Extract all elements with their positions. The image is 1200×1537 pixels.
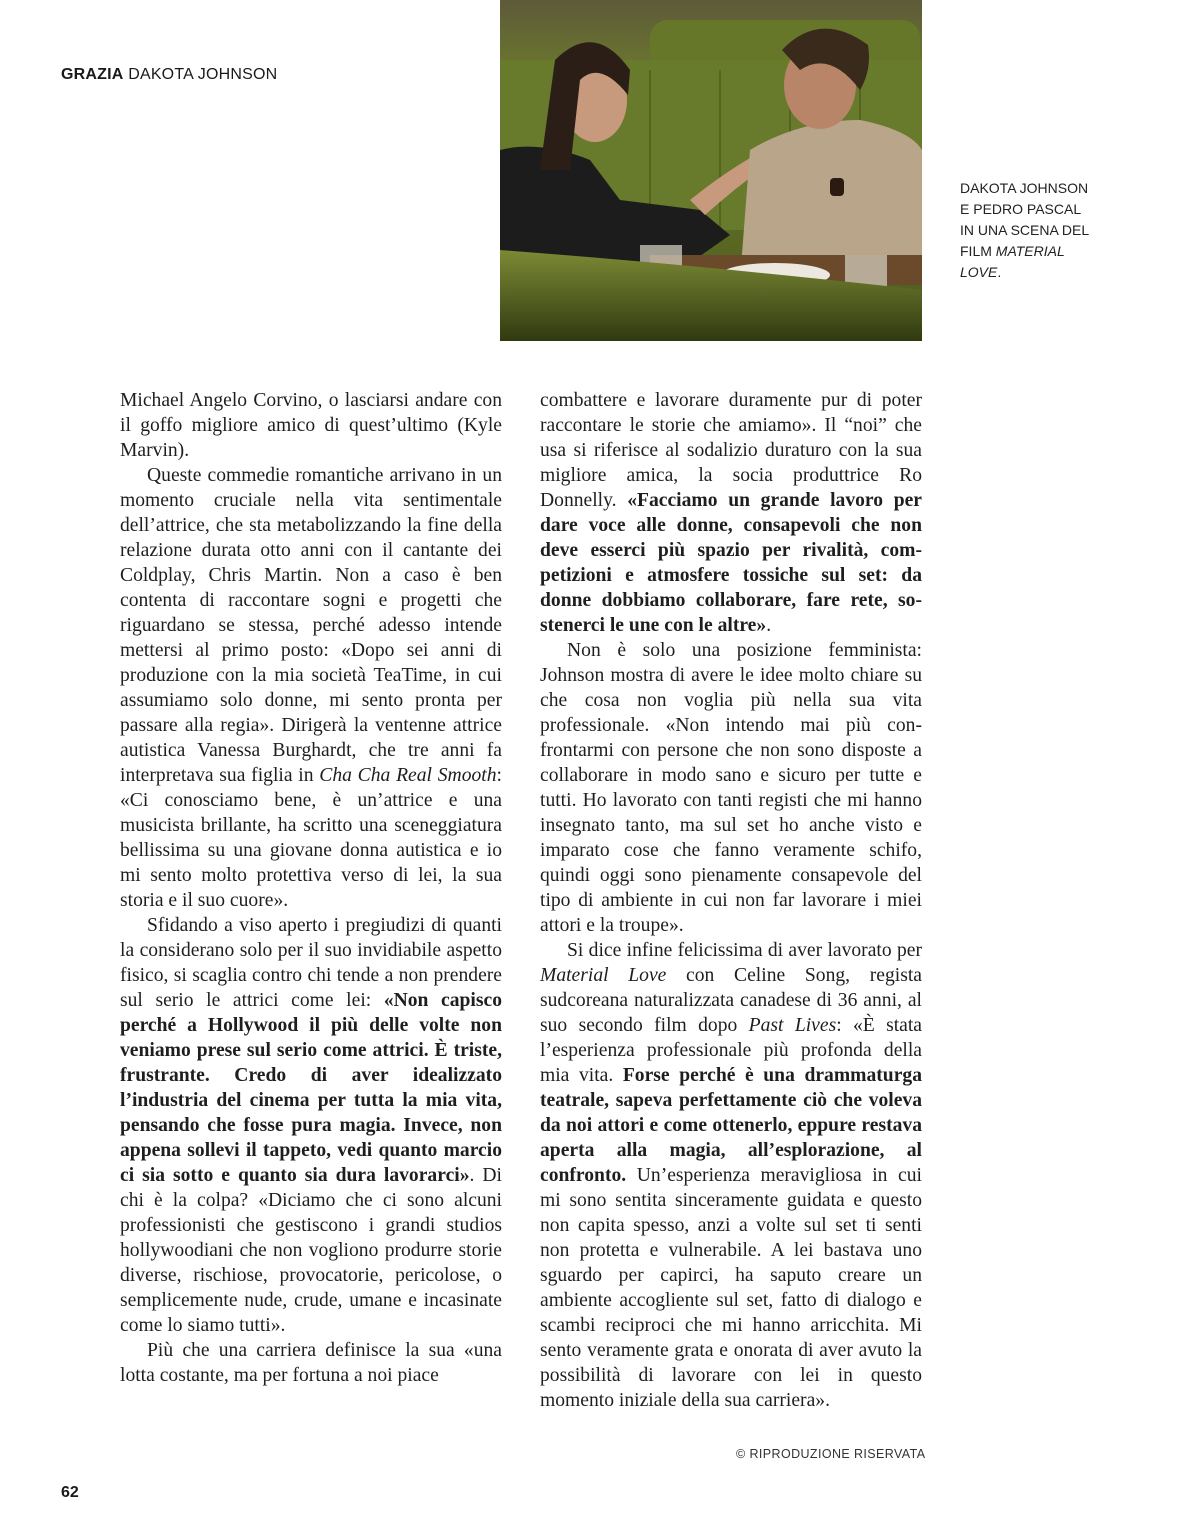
caption-line: DAKOTA JOHNSON [960,180,1089,196]
article-column-right [540,388,922,1413]
body-text: Si dice infine felicissima di aver lavorato per [567,940,922,961]
article-paragraph [540,938,922,1413]
running-header [61,66,277,84]
bold-quote: «Facciamo un grande lavoro per dare voce alle donne, consapevoli che non deve esserci più spazio per rivalità, competizioni e atmosfere tossiche sul set: da donne dobbiamo collaborare, fare rete, sostenerci le une con le altre» [540,490,923,636]
caption-line [960,262,1140,283]
bold-quote: Forse perché è una drammaturga teatrale, sapeva perfettamente ciò che voleva da noi attori e come ottenerlo, eppure restava aperta alla magia, all’esplorazione, al confronto. [540,1065,922,1186]
article-paragraph [120,463,502,913]
article-photo [500,0,922,341]
article-paragraph [120,388,502,463]
body-text: con Celine Song, regista sudcoreana naturalizzata canadese di 36 anni, al suo secondo film dopo [540,965,922,1036]
italic-title: Material Love [540,965,667,986]
italic-title: Cha Cha Real Smooth [319,765,497,786]
article-column-left [120,388,502,1388]
article-paragraph [540,388,922,638]
body-text: Un’esperienza meravigliosa in cui mi sono sentita sinceramente guidata e questo non capita spesso, anzi a volte sul set ti senti non protetta e vulnerabile. A lei bastava uno sguardo per capirci, ha saputo creare un ambiente accogliente sul set, fatto di dialogo e scambi reciproci che mi hanno arricchita. Mi sento veramente grata e onorata di aver avuto la possibilità di lavorare con lei in questo momento iniziale della sua carriera». [540,1165,922,1411]
bold-quote: «Non capisco perché a Hollywood il più delle volte non veniamo prese sul serio come attrici. È triste, frustrante. Credo di aver idealizzato l’industria del cinema per tutta la mia vita, pensando che fosse pura magia. Invece, non appena sollevi il tappeto, vedi quanto marcio ci sia sotto e quanto sia dura lavorarci» [120,990,502,1186]
photo-caption [960,178,1140,283]
body-text: Sfidando a viso aperto i pregiudizi di quanti la considerano solo per il suo invidiabile aspetto fisico, si scaglia contro chi tende a non prendere sul serio le attrici come lei: [120,915,502,1011]
body-text: : «È stata l’esperienza professionale più profonda della mia vita. [540,1015,923,1086]
caption-line: IN UNA SCENA DEL [960,222,1090,238]
article-paragraph [120,1338,502,1388]
section-title: DAKOTA JOHNSON [128,66,278,83]
body-text: . Di chi è la colpa? «Diciamo che ci sono alcuni professionisti che gestiscono i grandi studios hollywoodiani che non vogliono produrre storie diverse, rischiose, provocatorie, pericolose, o semplicemente nude, crude, umane e incasinate come lo siamo tutti». [120,1165,503,1336]
body-text: Non è solo una posizione femminista: Johnson mostra di avere le idee molto chiare su che cosa non voglia più nella sua vita professionale. «Non intendo mai più confrontarmi con persone che non sono disposte a collaborare in modo sano e sicuro per tutte e tutti. Ho lavorato con tanti registi che mi hanno insegnato tanto, ma sul set ho anche visto e imparato cose che fanno veramente schifo, quindi oggi sono pienamente consapevole del tipo di ambiente in cui non far lavorare i miei attori e la troupe». [540,640,922,936]
magazine-brand: GRAZIA [61,66,124,83]
caption-film-title: LOVE [960,264,998,280]
article-paragraph [120,913,502,1338]
caption-line [960,241,1140,262]
caption-text: FILM [960,243,996,259]
film-still-image [500,0,922,341]
caption-film-title: MATERIAL [995,243,1065,259]
italic-title: Past Lives [748,1015,837,1036]
body-text: Più che una carriera definisce la sua «una lotta costante, ma per fortuna a noi piace [120,1340,502,1386]
caption-line: E PEDRO PASCAL [960,201,1082,217]
article-paragraph [540,638,922,938]
copyright-notice: © RIPRODUZIONE RISERVATA [736,1447,926,1461]
body-text: : «Ci conosciamo bene, è un’attrice e una musicista brillante, ha scritto una sceneggiatura bellissima su una giovane donna autistica e io mi sento molto protettiva verso di lei, la sua storia e il suo cuore». [120,765,502,911]
body-text: combattere e lavorare duramente pur di poter raccontare le storie che amiamo». Il “noi” che usa si riferisce al sodalizio duraturo con la sua migliore amica, la socia produttrice Ro Donnelly. [540,390,922,511]
body-text: . [766,615,772,636]
body-text: Queste commedie romantiche arrivano in un momento cruciale nella vita sentimentale dell’attrice, che sta metabolizzando la fine della relazione durata otto anni con il cantante dei Coldplay, Chris Martin. Non a caso è ben contenta di raccontare sogni e progetti che riguardano se stessa, perché adesso intende mettersi al primo posto: «Dopo sei anni di produzione con la mia società TeaTime, in cui assumiamo solo donne, mi sento pronta per passare alla regia». Dirigerà la ventenne attrice autistica Vanessa Burghardt, che tre anni fa interpretava sua figlia in [120,465,502,786]
caption-text: . [997,264,1002,280]
body-text: Michael Angelo Corvino, o lasciarsi andare con il goffo migliore amico di quest’ultimo (Kyle Marvin). [120,390,502,461]
page-number: 62 [61,1484,79,1501]
